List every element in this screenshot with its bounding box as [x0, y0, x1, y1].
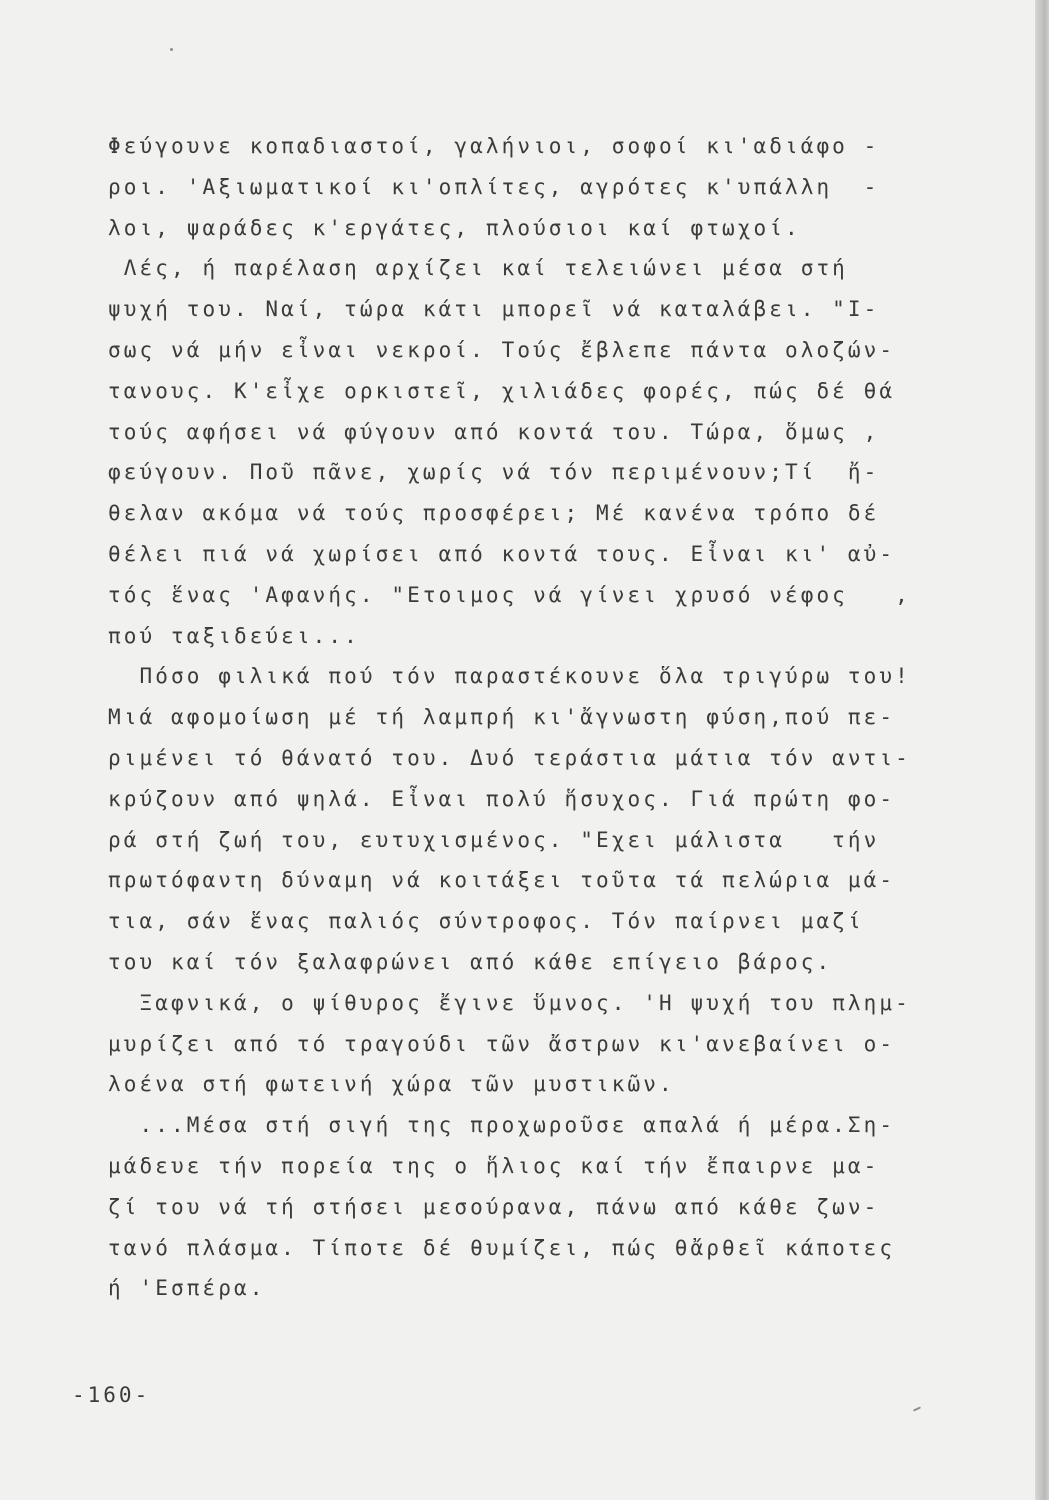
text-line: Ξαφνικά, ο ψίθυρος ἔγινε ὕμνος. 'Η ψυχή του πλημ- [108, 990, 911, 1015]
text-line: του καί τόν ξαλαφρώνει από κάθε επίγειο βάρος. [108, 949, 833, 974]
text-line: Μιά αφομοίωση μέ τή λαμπρή κι'ἄγνωστη φύση,πού πε- [108, 705, 896, 730]
page-number: -160- [72, 1383, 151, 1407]
paper-speck [913, 1406, 921, 1411]
page-edge-shadow [1035, 0, 1049, 1500]
text-line: ...Μέσα στή σιγή της προχωροῦσε απαλά ή μέρα.Ση- [108, 1113, 896, 1138]
text-line: λοένα στή φωτεινή χώρα τῶν μυστικῶν. [108, 1072, 675, 1097]
text-line: Λές, ή παρέλαση αρχίζει καί τελειώνει μέσα στή [108, 256, 848, 281]
text-line: μυρίζει από τό τραγούδι τῶν ἄστρων κι'ανεβαίνει ο- [108, 1031, 896, 1056]
paper-speck [170, 48, 173, 51]
text-line: ή 'Εσπέρα. [108, 1276, 266, 1301]
text-line: ροι. 'Αξιωματικοί κι'οπλίτες, αγρότες κ'υπάλλη - [108, 174, 880, 199]
text-line: πού ταξιδεύει... [108, 623, 360, 648]
text-line: τός ἕνας 'Αφανής. "Ετοιμος νά γίνει χρυσό νέφος , [108, 582, 911, 607]
text-line: ψυχή του. Ναί, τώρα κάτι μπορεῖ νά καταλάβει. "Ι- [108, 297, 880, 322]
text-line: ριμένει τό θάνατό του. Δυό τεράστια μάτια τόν αντι- [108, 745, 911, 770]
text-line: τούς αφήσει νά φύγουν από κοντά του. Τώρα, ὅμως , [108, 419, 880, 444]
text-line: τανό πλάσμα. Τίποτε δέ θυμίζει, πώς θἄρθεῖ κάποτες [108, 1235, 896, 1260]
text-line: ζί του νά τή στήσει μεσούρανα, πάνω από κάθε ζων- [108, 1194, 880, 1219]
text-line: τανους. Κ'εἶχε ορκιστεῖ, χιλιάδες φορές, πώς δέ θά [108, 378, 896, 403]
text-line: ρά στή ζωή του, ευτυχισμένος. "Εχει μάλιστα τήν [108, 827, 880, 852]
text-line: σως νά μήν εἶναι νεκροί. Τούς ἔβλεπε πάντα ολοζών- [108, 337, 896, 362]
text-line: μάδευε τήν πορεία της ο ἥλιος καί τήν ἔπαιρνε μα- [108, 1153, 880, 1178]
text-line: κρύζουν από ψηλά. Εἶναι πολύ ἥσυχος. Γιά πρώτη φο- [108, 786, 896, 811]
text-line: φεύγουν. Ποῦ πᾶνε, χωρίς νά τόν περιμένουν;Τί ἤ- [108, 460, 880, 485]
body-text [108, 126, 988, 1309]
text-line: πρωτόφαντη δύναμη νά κοιτάξει τοῦτα τά πελώρια μά- [108, 868, 896, 893]
text-line: θελαν ακόμα νά τούς προσφέρει; Μέ κανένα τρόπο δέ [108, 501, 880, 526]
text-line: θέλει πιά νά χωρίσει από κοντά τους. Εἶναι κι' αὐ- [108, 541, 896, 566]
text-line: λοι, ψαράδες κ'εργάτες, πλούσιοι καί φτωχοί. [108, 215, 801, 240]
text-line: Φεύγουνε κοπαδιαστοί, γαλήνιοι, σοφοί κι'αδιάφο - [108, 134, 880, 158]
text-line: τια, σάν ἕνας παλιός σύντροφος. Τόν παίρνει μαζί [108, 909, 864, 934]
text-line: Πόσο φιλικά πού τόν παραστέκουνε ὅλα τριγύρω του! [108, 664, 911, 689]
